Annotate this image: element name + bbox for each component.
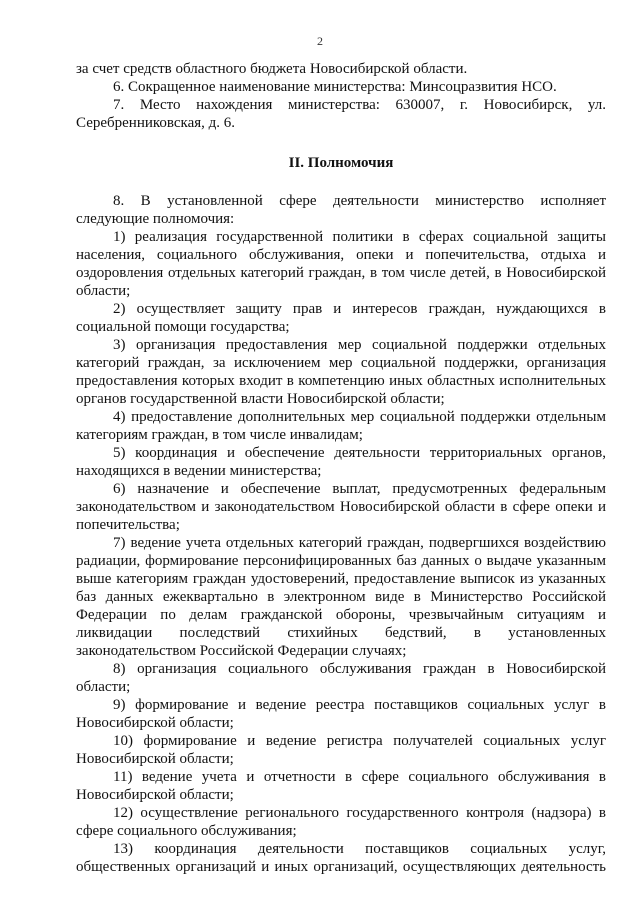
- list-item: 10) формирование и ведение регистра получателей социальных услуг Новосибирской области;: [76, 733, 606, 767]
- list-item: 12) осуществление регионального государственного контроля (надзора) в сфере социального обслуживания;: [76, 805, 606, 839]
- list-item: 8) организация социального обслуживания граждан в Новосибирской области;: [76, 661, 606, 695]
- paragraph-intro: 8. В установленной сфере деятельности министерство исполняет следующие полномочия:: [76, 193, 606, 227]
- list-item: 7) ведение учета отдельных категорий граждан, подвергшихся воздействию радиации, формирование персонифицированных баз данных о выдаче указанным выше категориям граждан удостоверений, предоставление выписок из указанных баз данных ежеквартально в электронном виде в Министерство Российской Федерации по делам гражданской обороны, чрезвычайным ситуациям и ликвидации последствий стихийных бедствий, в установленных законодательством Российской Федерации случаях;: [76, 535, 606, 659]
- list-item: 2) осуществляет защиту прав и интересов граждан, нуждающихся в социальной помощи государства;: [76, 301, 606, 335]
- page-number: 2: [317, 34, 323, 48]
- paragraph-short-name: 6. Сокращенное наименование министерства: Минсоцразвития НСО.: [113, 79, 557, 95]
- list-item: 1) реализация государственной политики в сферах социальной защиты населения, социального обслуживания, опеки и попечительства, отдыха и оздоровления отдельных категорий граждан, в том числе детей, в Новосибирской области;: [76, 229, 606, 299]
- list-item: 4) предоставление дополнительных мер социальной поддержки отдельным категориям граждан, в том числе инвалидам;: [76, 409, 606, 443]
- paragraph-continuation: за счет средств областного бюджета Новосибирской области.: [76, 61, 468, 77]
- section-heading: II. Полномочия: [288, 155, 394, 171]
- list-item: 6) назначение и обеспечение выплат, предусмотренных федеральным законодательством и законодательством Новосибирской области в сфере опеки и попечительства;: [76, 481, 606, 533]
- list-item: 3) организация предоставления мер социальной поддержки отдельных категорий граждан, за исключением мер социальной поддержки, организация предоставления которых входит в компетенцию иных областных исполнительных органов государственной власти Новосибирской области;: [76, 337, 606, 407]
- list-item: 5) координация и обеспечение деятельности территориальных органов, находящихся в ведении министерства;: [76, 445, 606, 479]
- document-body: [76, 60, 606, 876]
- list-item: 13) координация деятельности поставщиков социальных услуг, общественных организаций и иных организаций, осуществляющих деятельность: [76, 841, 606, 875]
- paragraph-location: 7. Место нахождения министерства: 630007, г. Новосибирск, ул. Серебренниковская, д. 6.: [76, 97, 606, 131]
- list-item: 9) формирование и ведение реестра поставщиков социальных услуг в Новосибирской области;: [76, 697, 606, 731]
- list-item: 11) ведение учета и отчетности в сфере социального обслуживания в Новосибирской области;: [76, 769, 606, 803]
